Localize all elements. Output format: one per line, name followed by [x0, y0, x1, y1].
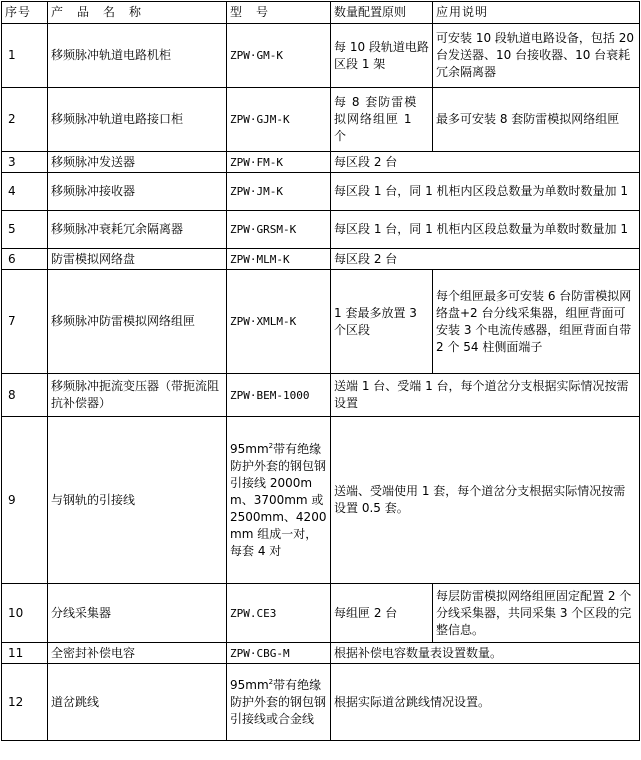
table-row [2, 584, 640, 643]
product-name: 移频脉冲发送器 [48, 152, 227, 173]
table-row [2, 643, 640, 664]
row-num: 7 [2, 270, 48, 374]
header-note: 应用说明 [433, 2, 640, 24]
product-name: 移频脉冲防雷模拟网络组匣 [48, 270, 227, 374]
model-number [227, 417, 331, 584]
model-superscript: 2 [268, 677, 274, 686]
table-row [2, 270, 640, 374]
header-product: 产 品 名 称 [48, 2, 227, 24]
header-num: 序号 [2, 2, 48, 24]
quantity-rule: 每区段 1 台，同 1 机柜内区段总数量为单数时数量加 1 [331, 211, 640, 249]
model-superscript: 2 [268, 441, 274, 450]
quantity-rule: 1 套最多放置 3 个区段 [331, 270, 433, 374]
product-name: 移频脉冲接收器 [48, 173, 227, 211]
row-num: 2 [2, 88, 48, 152]
table-row [2, 664, 640, 741]
model-number: ZPW·JM-K [227, 173, 331, 211]
table-row [2, 24, 640, 88]
model-number: ZPW·FM-K [227, 152, 331, 173]
quantity-rule: 每 10 段轨道电路区段 1 架 [331, 24, 433, 88]
row-num: 11 [2, 643, 48, 664]
row-num: 12 [2, 664, 48, 741]
equipment-table [1, 1, 640, 741]
header-row [2, 2, 640, 24]
table-row [2, 249, 640, 270]
row-num: 4 [2, 173, 48, 211]
application-note: 可安装 10 段轨道电路设备，包括 20 台发送器、10 台接收器、10 台衰耗冗余隔离器 [433, 24, 640, 88]
product-name: 移频脉冲轨道电路机柜 [48, 24, 227, 88]
header-rule: 数量配置原则 [331, 2, 433, 24]
product-name: 防雷模拟网络盘 [48, 249, 227, 270]
product-name: 分线采集器 [48, 584, 227, 643]
model-prefix: 95mm [230, 441, 269, 456]
model-prefix: 95mm [230, 677, 269, 692]
quantity-rule: 每区段 2 台 [331, 249, 640, 270]
application-note: 每层防雷模拟网络组匣固定配置 2 个分线采集器，共同采集 3 个区段的完整信息。 [433, 584, 640, 643]
row-num: 1 [2, 24, 48, 88]
quantity-rule: 每 8 套防雷模拟网络组匣 1 个 [331, 88, 433, 152]
row-num: 5 [2, 211, 48, 249]
product-name: 移频脉冲衰耗冗余隔离器 [48, 211, 227, 249]
model-suffix: 带有绝缘防护外套的钢包钢引接线 2000mm、3700mm 或 2500mm、4200mm 组成一对，每套 4 对 [230, 441, 327, 558]
quantity-rule: 根据实际道岔跳线情况设置。 [331, 664, 640, 741]
quantity-rule: 送端、受端使用 1 套，每个道岔分支根据实际情况按需设置 0.5 套。 [331, 417, 640, 584]
application-note: 每个组匣最多可安装 6 台防雷模拟网络盘+2 台分线采集器，组匣背面可安装 3 个电流传感器，组匣背面自带 2 个 54 柱侧面端子 [433, 270, 640, 374]
header-model: 型 号 [227, 2, 331, 24]
table-row [2, 211, 640, 249]
model-number: ZPW·CBG-M [227, 643, 331, 664]
table-row [2, 173, 640, 211]
product-name: 全密封补偿电容 [48, 643, 227, 664]
model-number: ZPW·GM-K [227, 24, 331, 88]
model-number: ZPW·XMLM-K [227, 270, 331, 374]
row-num: 8 [2, 374, 48, 417]
model-number: ZPW·GJM-K [227, 88, 331, 152]
product-name: 移频脉冲轨道电路接口柜 [48, 88, 227, 152]
row-num: 10 [2, 584, 48, 643]
model-number [227, 664, 331, 741]
row-num: 9 [2, 417, 48, 584]
quantity-rule: 每区段 2 台 [331, 152, 640, 173]
quantity-rule: 每区段 1 台，同 1 机柜内区段总数量为单数时数量加 1 [331, 173, 640, 211]
table-row [2, 88, 640, 152]
model-number: ZPW·GRSM-K [227, 211, 331, 249]
product-name: 移频脉冲扼流变压器（带扼流阻抗补偿器） [48, 374, 227, 417]
table-row [2, 417, 640, 584]
table-row [2, 374, 640, 417]
model-number: ZPW·BEM-1000 [227, 374, 331, 417]
quantity-rule: 送端 1 台、受端 1 台，每个道岔分支根据实际情况按需设置 [331, 374, 640, 417]
quantity-rule: 每组匣 2 台 [331, 584, 433, 643]
row-num: 6 [2, 249, 48, 270]
application-note: 最多可安装 8 套防雷模拟网络组匣 [433, 88, 640, 152]
row-num: 3 [2, 152, 48, 173]
model-suffix: 带有绝缘防护外套的钢包钢引接线或合金线 [230, 677, 327, 726]
model-number: ZPW·MLM-K [227, 249, 331, 270]
table-row [2, 152, 640, 173]
model-number: ZPW.CE3 [227, 584, 331, 643]
product-name: 与钢轨的引接线 [48, 417, 227, 584]
product-name: 道岔跳线 [48, 664, 227, 741]
quantity-rule: 根据补偿电容数量表设置数量。 [331, 643, 640, 664]
